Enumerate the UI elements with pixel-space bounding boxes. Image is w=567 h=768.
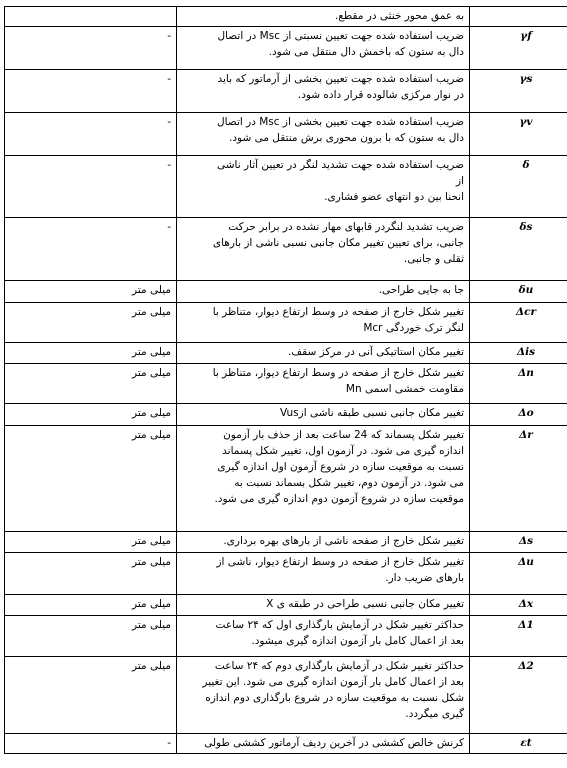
description-cell bbox=[177, 553, 470, 595]
description-line: بعد از اعمال کامل بار آزمون اندازه گیری می شود. این تغییر bbox=[202, 676, 464, 688]
description-line: ضریب استفاده شده جهت تعیین نسبتی از Msc در اتصال bbox=[217, 30, 464, 42]
description-line: مقاومت خمشی اسمی Mn bbox=[345, 383, 464, 395]
symbol-cell: Δu bbox=[470, 553, 567, 595]
symbol-cell: Δ1 bbox=[470, 616, 567, 657]
description-cell bbox=[177, 343, 470, 364]
symbol-cell: Δo bbox=[470, 404, 567, 426]
symbol-cell: Δs bbox=[470, 532, 567, 553]
description-cell bbox=[177, 27, 470, 70]
description-line: تغییر شکل خارج از صفحه در وسط ارتفاع دیوار، ناشی از bbox=[216, 556, 464, 568]
description-line: بارهای ضریب دار. bbox=[385, 572, 464, 584]
symbols-table bbox=[4, 6, 567, 754]
table-row bbox=[5, 218, 567, 281]
table-row bbox=[5, 734, 567, 754]
table-row bbox=[5, 553, 567, 595]
symbol-cell: εt bbox=[470, 734, 567, 754]
description-cell bbox=[177, 595, 470, 616]
description-cell bbox=[177, 70, 470, 113]
unit-cell bbox=[5, 7, 177, 27]
description-cell bbox=[177, 303, 470, 343]
description-line: تغییر شکل خارج از صفحه در وسط ارتفاع دیوار، متناظر با bbox=[212, 306, 464, 318]
description-line: بعد از اعمال کامل بار آزمون اندازه گیری میشود. bbox=[251, 635, 464, 647]
description-line: اندازه گیری می شود. در آزمون اول، تغییر شکل پسماند bbox=[222, 445, 464, 457]
description-cell bbox=[177, 7, 470, 27]
description-line: کرنش خالص کششی در آخرین ردیف آرماتور کششی طولی bbox=[204, 737, 464, 749]
symbol-cell bbox=[470, 7, 567, 27]
description-line: نسبت به موقعیت سازه در شروع آزمون اول اندازه گیری bbox=[217, 461, 464, 473]
symbol-cell: δu bbox=[470, 281, 567, 303]
description-line: می شود. در آزمون دوم، تغییر شکل بسماند نسبت به bbox=[234, 477, 464, 489]
table-row bbox=[5, 532, 567, 553]
symbol-cell: δs bbox=[470, 218, 567, 281]
unit-cell: میلی متر bbox=[5, 303, 177, 343]
table-row bbox=[5, 364, 567, 404]
description-cell bbox=[177, 734, 470, 754]
table-row bbox=[5, 303, 567, 343]
unit-cell: میلی متر bbox=[5, 553, 177, 595]
description-cell bbox=[177, 364, 470, 404]
symbol-cell: Δr bbox=[470, 426, 567, 532]
description-line: ضریب استفاده شده جهت تشدید لنگر در تعیین آثار ناشی bbox=[216, 159, 464, 171]
description-line: در نوار مرکزی شالوده قرار داده شود. bbox=[297, 89, 464, 101]
description-line: شکل نسبت به موقعیت سازه در شروع بارگذاری دوم اندازه bbox=[205, 692, 464, 704]
symbol-cell: Δ2 bbox=[470, 657, 567, 734]
table-row bbox=[5, 156, 567, 218]
description-line: موقعیت سازه در شروع آزمون دوم اندازه گیری می شود. bbox=[214, 493, 464, 505]
description-line: تغییر شکل خارج از صفحه ناشی از بارهای بهره برداری. bbox=[223, 535, 464, 547]
unit-cell: - bbox=[5, 27, 177, 70]
description-line: جا به جایی طراحی. bbox=[378, 284, 464, 296]
table-row bbox=[5, 27, 567, 70]
description-cell bbox=[177, 156, 470, 218]
description-line: دال به ستون که باخمش دال منتقل می شود. bbox=[268, 46, 464, 58]
description-line: به عمق محور خنثی در مقطع. bbox=[334, 10, 464, 22]
table-row bbox=[5, 7, 567, 27]
symbol-cell: Δis bbox=[470, 343, 567, 364]
symbol-cell: γf bbox=[470, 27, 567, 70]
unit-cell: میلی متر bbox=[5, 404, 177, 426]
description-line: ضریب استفاده شده جهت تعیین بخشی از Msc در اتصال bbox=[217, 116, 464, 128]
table-row bbox=[5, 616, 567, 657]
unit-cell: میلی متر bbox=[5, 532, 177, 553]
symbol-cell: Δx bbox=[470, 595, 567, 616]
description-line: لنگر ترک خوردگی Mcr bbox=[363, 322, 464, 334]
description-line: تغییر مکان استاتیکی آنی در مرکز سقف. bbox=[287, 346, 464, 358]
description-line: ضریب تشدید لنگردر قابهای مهار نشده در برابر حرکت bbox=[228, 221, 464, 233]
unit-cell: - bbox=[5, 218, 177, 281]
description-cell bbox=[177, 657, 470, 734]
unit-cell: میلی متر bbox=[5, 616, 177, 657]
unit-cell: میلی متر bbox=[5, 426, 177, 532]
description-line: تغییر مکان جانبی نسبی طبقه ناشی ازVus bbox=[280, 407, 464, 419]
description-line: از bbox=[456, 175, 464, 187]
symbol-cell: Δn bbox=[470, 364, 567, 404]
description-cell bbox=[177, 616, 470, 657]
unit-cell: - bbox=[5, 156, 177, 218]
description-line: گیری میگردد. bbox=[405, 708, 464, 720]
table-row bbox=[5, 70, 567, 113]
unit-cell: - bbox=[5, 734, 177, 754]
unit-cell: - bbox=[5, 113, 177, 156]
unit-cell: میلی متر bbox=[5, 364, 177, 404]
table-row bbox=[5, 113, 567, 156]
description-line: دال به ستون که با برون محوری برش منتقل می شود. bbox=[229, 132, 464, 144]
description-line: جانبی، برای تعیین تغییر مکان جانبی نسبی ناشی از بارهای bbox=[212, 237, 464, 249]
description-cell bbox=[177, 426, 470, 532]
description-cell bbox=[177, 532, 470, 553]
unit-cell: میلی متر bbox=[5, 657, 177, 734]
table-row bbox=[5, 657, 567, 734]
description-cell bbox=[177, 218, 470, 281]
table-row bbox=[5, 343, 567, 364]
unit-cell: - bbox=[5, 70, 177, 113]
symbol-cell: γv bbox=[470, 113, 567, 156]
description-line: تغییر شکل پسماند که 24 ساعت بعد از حذف بار آزمون bbox=[223, 429, 464, 441]
symbol-cell: Δcr bbox=[470, 303, 567, 343]
table-row bbox=[5, 595, 567, 616]
description-cell bbox=[177, 113, 470, 156]
unit-cell: میلی متر bbox=[5, 343, 177, 364]
table-row bbox=[5, 281, 567, 303]
description-line: تغییر مکان جانبی نسبی طراحی در طبقه ی X bbox=[266, 598, 464, 610]
description-cell bbox=[177, 281, 470, 303]
symbol-cell: γs bbox=[470, 70, 567, 113]
table-row bbox=[5, 426, 567, 532]
description-line: ثقلی و جانبی. bbox=[403, 253, 464, 265]
description-line: انحنا بین دو انتهای عضو فشاری. bbox=[324, 191, 464, 203]
description-line: تغییر شکل خارج از صفحه در وسط ارتفاع دیوار، متناظر با bbox=[212, 367, 464, 379]
description-line: حداکثر تغییر شکل در آزمایش بارگذاری اول که ۲۴ ساعت bbox=[215, 619, 464, 631]
description-line: حداکثر تغییر شکل در آزمایش بارگذاری دوم که ۲۴ ساعت bbox=[214, 660, 464, 672]
table-row bbox=[5, 404, 567, 426]
unit-cell: میلی متر bbox=[5, 595, 177, 616]
description-cell bbox=[177, 404, 470, 426]
description-line: ضریب استفاده شده جهت تعیین بخشی از آرماتور که باید bbox=[217, 73, 464, 85]
unit-cell: میلی متر bbox=[5, 281, 177, 303]
symbol-cell: δ bbox=[470, 156, 567, 218]
